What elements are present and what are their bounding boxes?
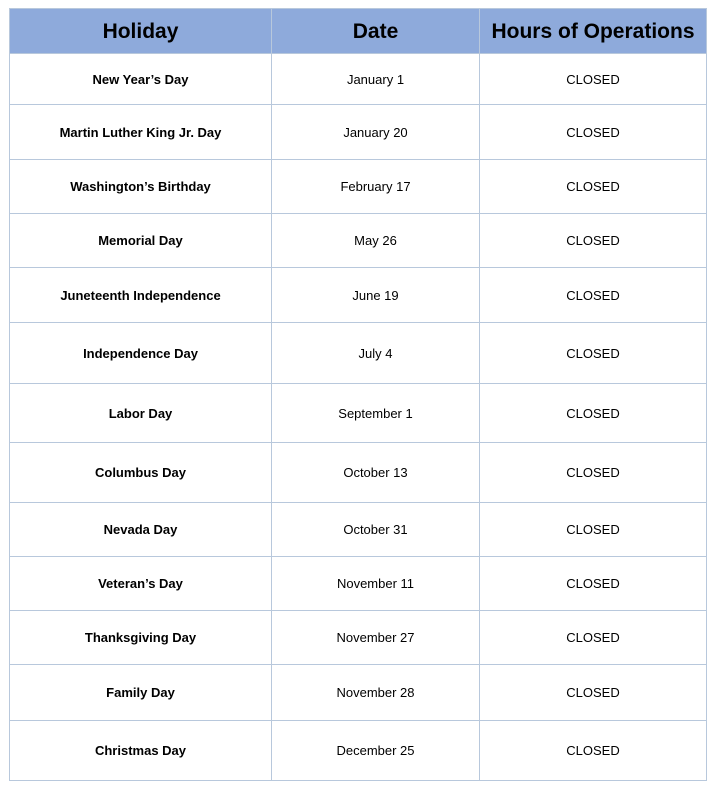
date-cell: November 11 [272,557,480,611]
hours-cell: CLOSED [480,384,707,443]
hours-cell: CLOSED [480,503,707,557]
date-cell: January 1 [272,54,480,105]
date-cell: July 4 [272,323,480,384]
date-cell: January 20 [272,105,480,160]
holiday-name-cell: Labor Day [10,384,272,443]
holiday-name-cell: Thanksgiving Day [10,611,272,665]
date-cell: October 31 [272,503,480,557]
date-cell: November 28 [272,665,480,721]
holiday-name-cell: Nevada Day [10,503,272,557]
hours-cell: CLOSED [480,611,707,665]
table-row [10,160,707,214]
holiday-name-cell: Veteran’s Day [10,557,272,611]
hours-cell: CLOSED [480,665,707,721]
holiday-name-cell: Family Day [10,665,272,721]
date-cell: November 27 [272,611,480,665]
holiday-name-cell: Christmas Day [10,721,272,781]
table-row [10,721,707,781]
hours-cell: CLOSED [480,557,707,611]
date-cell: October 13 [272,443,480,503]
hours-cell: CLOSED [480,105,707,160]
hours-cell: CLOSED [480,721,707,781]
date-cell: September 1 [272,384,480,443]
table-row [10,268,707,323]
table-row [10,323,707,384]
table-row [10,443,707,503]
date-cell: May 26 [272,214,480,268]
table-row [10,665,707,721]
date-cell: February 17 [272,160,480,214]
holiday-column-header: Holiday [10,9,272,54]
holiday-hours-table [9,8,707,781]
header-row [10,9,707,54]
table-row [10,557,707,611]
holiday-name-cell: Memorial Day [10,214,272,268]
hours-cell: CLOSED [480,268,707,323]
hours-cell: CLOSED [480,214,707,268]
date-cell: December 25 [272,721,480,781]
table-row [10,214,707,268]
table-row [10,503,707,557]
table-row [10,105,707,160]
hours-cell: CLOSED [480,54,707,105]
holiday-name-cell: New Year’s Day [10,54,272,105]
holiday-name-cell: Juneteenth Independence [10,268,272,323]
date-column-header: Date [272,9,480,54]
table-row [10,54,707,105]
hours-cell: CLOSED [480,160,707,214]
holiday-name-cell: Washington’s Birthday [10,160,272,214]
holiday-name-cell: Martin Luther King Jr. Day [10,105,272,160]
hours-column-header: Hours of Operations [480,9,707,54]
holiday-name-cell: Independence Day [10,323,272,384]
table-row [10,611,707,665]
hours-cell: CLOSED [480,323,707,384]
date-cell: June 19 [272,268,480,323]
table-row [10,384,707,443]
holiday-name-cell: Columbus Day [10,443,272,503]
hours-cell: CLOSED [480,443,707,503]
